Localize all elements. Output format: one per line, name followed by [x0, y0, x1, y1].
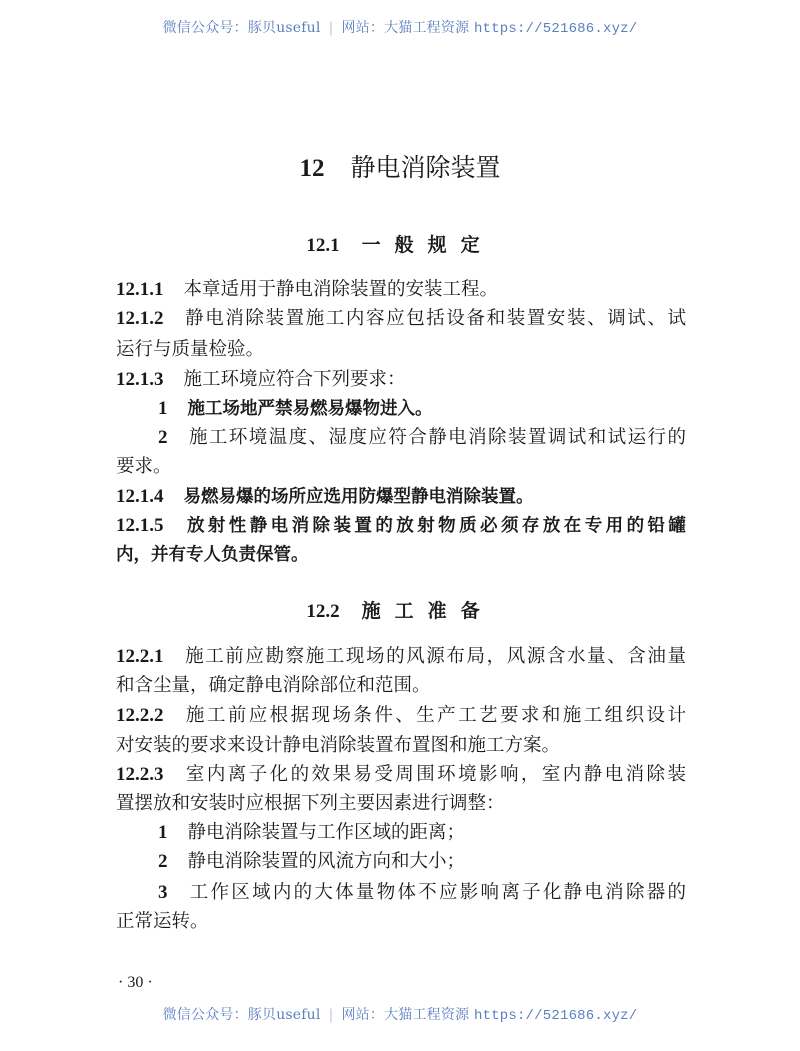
watermark-footer: 微信公众号：豚贝useful | 网站：大猫工程资源 https://521686.xyz/ [162, 1007, 638, 1024]
text-line [116, 455, 686, 479]
section-title: 施工准备 [361, 600, 494, 622]
section-heading [0, 596, 800, 623]
clause-number: 12.2.1 [116, 646, 164, 667]
text-line [116, 645, 686, 669]
text-line [116, 792, 686, 816]
watermark-wechat: 微信公众号：豚贝useful [162, 1007, 321, 1023]
clause-number: 12.1.3 [116, 369, 164, 390]
clause-number: 12.1.4 [116, 486, 164, 507]
clause-number: 1 [158, 822, 168, 843]
watermark-url: https://521686.xyz/ [473, 1008, 638, 1024]
clause-number: 2 [158, 427, 168, 448]
text-line [116, 674, 686, 698]
text-line [158, 821, 686, 845]
chapter-title [0, 148, 800, 184]
chapter-name: 静电消除装置 [350, 153, 501, 182]
text-line [116, 704, 686, 728]
clause-text: 置摆放和安装时应根据下列主要因素进行调整： [116, 793, 505, 814]
text-line [116, 763, 686, 787]
clause-text: 正常运转。 [116, 911, 209, 932]
page-number: · 30 · [118, 974, 153, 991]
clause-text: 室内离子化的效果易受周围环境影响，室内静电消除装 [183, 764, 686, 785]
text-line [116, 734, 686, 758]
section-title: 一般规定 [361, 234, 494, 256]
text-line [116, 278, 686, 302]
clause-number: 12.2.2 [116, 705, 164, 726]
clause-text: 施工环境温度、湿度应符合静电消除装置调试和试运行的 [187, 427, 686, 448]
text-line [116, 368, 686, 392]
section-number: 12.2 [306, 601, 340, 622]
clause-text: 内，并有专人负责保管。 [116, 545, 309, 565]
clause-text: 施工前应勘察施工现场的风源布局，风源含水量、含油量 [183, 646, 686, 667]
text-line [158, 881, 686, 905]
watermark-header: 微信公众号：豚贝useful | 网站：大猫工程资源 https://521686.xyz/ [162, 20, 638, 37]
text-line [116, 543, 686, 567]
clause-text: 施工环境应符合下列要求： [183, 369, 406, 390]
clause-text: 运行与质量检验。 [116, 339, 265, 360]
section-heading [0, 230, 800, 257]
text-line [116, 485, 686, 509]
clause-number: 12.2.3 [116, 764, 164, 785]
text-line [158, 426, 686, 450]
watermark-wechat: 微信公众号：豚贝useful [162, 20, 321, 36]
text-line [116, 514, 686, 538]
clause-number: 12.1.2 [116, 308, 164, 329]
clause-text: 施工前应根据现场条件、生产工艺要求和施工组织设计 [183, 705, 686, 726]
clause-text: 静电消除装置施工内容应包括设备和装置安装、调试、试 [183, 308, 686, 329]
watermark-url: https://521686.xyz/ [473, 21, 638, 37]
clause-text: 工作区域内的大体量物体不应影响离子化静电消除器的 [187, 882, 686, 903]
text-line [158, 397, 686, 421]
chapter-number: 12 [299, 155, 325, 182]
clause-text: 和含尘量，确定静电消除部位和范围。 [116, 675, 431, 696]
clause-text: 本章适用于静电消除装置的安装工程。 [183, 279, 499, 300]
watermark-site: 网站：大猫工程资源 [341, 20, 470, 36]
clause-text: 对安装的要求来设计静电消除装置布置图和施工方案。 [116, 735, 561, 756]
clause-text: 易燃易爆的场所应选用防爆型静电消除装置。 [183, 487, 534, 507]
clause-number: 1 [158, 398, 168, 419]
section-number: 12.1 [306, 235, 340, 256]
clause-text: 静电消除装置与工作区域的距离； [187, 822, 466, 843]
clause-number: 2 [158, 851, 168, 872]
clause-text: 放射性静电消除装置的放射物质必须存放在专用的铅罐 [183, 516, 686, 536]
text-line [158, 850, 686, 874]
clause-text: 施工场地严禁易燃易爆物进入。 [187, 399, 433, 419]
clause-number: 12.1.5 [116, 515, 164, 536]
clause-number: 3 [158, 882, 168, 903]
text-line [116, 910, 686, 934]
clause-text: 要求。 [116, 456, 172, 477]
clause-text: 静电消除装置的风流方向和大小； [187, 851, 466, 872]
text-line [116, 307, 686, 331]
text-line [116, 338, 686, 362]
clause-number: 12.1.1 [116, 279, 164, 300]
watermark-site: 网站：大猫工程资源 [341, 1007, 470, 1023]
